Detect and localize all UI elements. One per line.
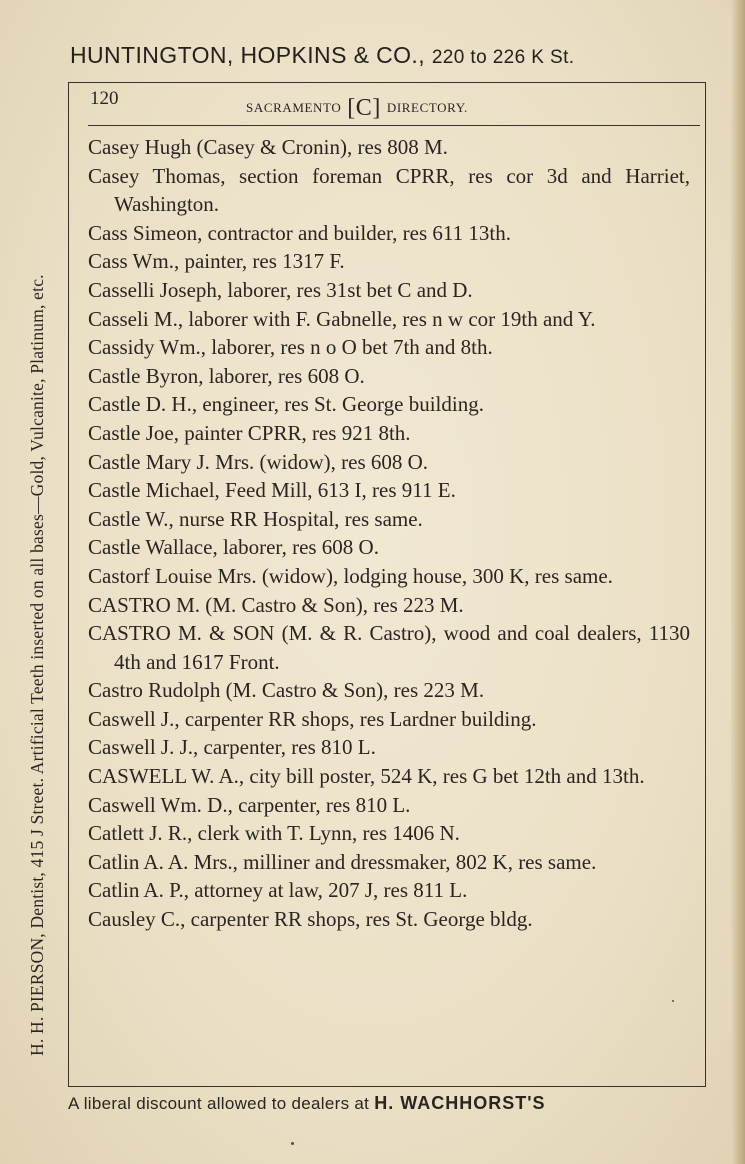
- running-title: [246, 92, 468, 119]
- directory-entry: Caswell J., carpenter RR shops, res Lardner building.: [88, 706, 537, 731]
- section-letter: [C]: [347, 95, 381, 121]
- bottom-ad-text: A liberal discount allowed to dealers at: [68, 1094, 370, 1113]
- directory-entry: Castle D. H., engineer, res St. George building.: [88, 392, 484, 417]
- directory-entry: Causley C., carpenter RR shops, res St. George bldg.: [88, 907, 533, 932]
- directory-entry: Cassidy Wm., laborer, res n o O bet 7th and 8th.: [88, 335, 493, 360]
- paper-speck: [672, 1000, 674, 1002]
- side-advertisement: H. H. PIERSON, Dentist, 415 J Street. Artificial Teeth inserted on all bases—Gold, Vulcanite, Platinum, etc.: [27, 274, 47, 1056]
- running-title-word: DIRECTORY.: [386, 100, 468, 115]
- directory-entry: CASTRO M. (M. Castro & Son), res 223 M.: [88, 592, 464, 617]
- directory-entry: Casseli M., laborer with F. Gabnelle, res n w cor 19th and Y.: [88, 306, 596, 331]
- header-rule: [88, 125, 700, 126]
- page-number: 120: [90, 88, 119, 109]
- top-ad-company: HUNTINGTON, HOPKINS & CO.,: [70, 42, 426, 68]
- directory-entry: Catlin A. P., attorney at law, 207 J, res 811 L.: [88, 878, 468, 903]
- directory-entry: Castro Rudolph (M. Castro & Son), res 223 M.: [88, 678, 485, 703]
- directory-entry: Caswell Wm. D., carpenter, res 810 L.: [88, 792, 411, 817]
- directory-entry: Casey Thomas, section foreman CPRR, res cor 3d and Harriet, Washington.: [88, 163, 690, 217]
- directory-entry: Castle Mary J. Mrs. (widow), res 608 O.: [88, 449, 429, 474]
- top-advertisement: [70, 42, 720, 69]
- directory-entry: Cass Wm., painter, res 1317 F.: [88, 249, 345, 274]
- directory-entry: Caswell J. J., carpenter, res 810 L.: [88, 735, 376, 760]
- directory-entry: Castle Wallace, laborer, res 608 O.: [88, 535, 379, 560]
- directory-entry: Cass Simeon, contractor and builder, res 611 13th.: [88, 220, 511, 245]
- top-ad-address: 220 to 226 K St.: [431, 47, 575, 68]
- directory-entry: Catlin A. A. Mrs., milliner and dressmaker, 802 K, res same.: [88, 849, 597, 874]
- directory-entry: Casey Hugh (Casey & Cronin), res 808 M.: [88, 135, 448, 159]
- directory-entry: Castle Michael, Feed Mill, 613 I, res 911 E.: [88, 478, 456, 503]
- bottom-ad-name: H. WACHHORST'S: [374, 1093, 546, 1113]
- running-header: [88, 86, 700, 121]
- directory-entry: Castle Joe, painter CPRR, res 921 8th.: [88, 420, 411, 445]
- directory-entry: Castle W., nurse RR Hospital, res same.: [88, 506, 423, 531]
- directory-entry: Catlett J. R., clerk with T. Lynn, res 1406 N.: [88, 821, 460, 846]
- directory-entries: [88, 133, 690, 934]
- page-edge: [731, 0, 745, 1164]
- directory-entry: Casselli Joseph, laborer, res 31st bet C and D.: [88, 277, 473, 302]
- directory-entry: Castorf Louise Mrs. (widow), lodging house, 300 K, res same.: [88, 563, 613, 588]
- running-title-city: SACRAMENTO: [246, 100, 342, 115]
- directory-entry: CASWELL W. A., city bill poster, 524 K, res G bet 12th and 13th.: [88, 764, 645, 789]
- directory-entry: Castle Byron, laborer, res 608 O.: [88, 363, 365, 388]
- directory-entry: CASTRO M. & SON (M. & R. Castro), wood and coal dealers, 1130 4th and 1617 Front.: [88, 621, 690, 674]
- paper-speck: [291, 1142, 294, 1145]
- bottom-advertisement: [68, 1093, 718, 1114]
